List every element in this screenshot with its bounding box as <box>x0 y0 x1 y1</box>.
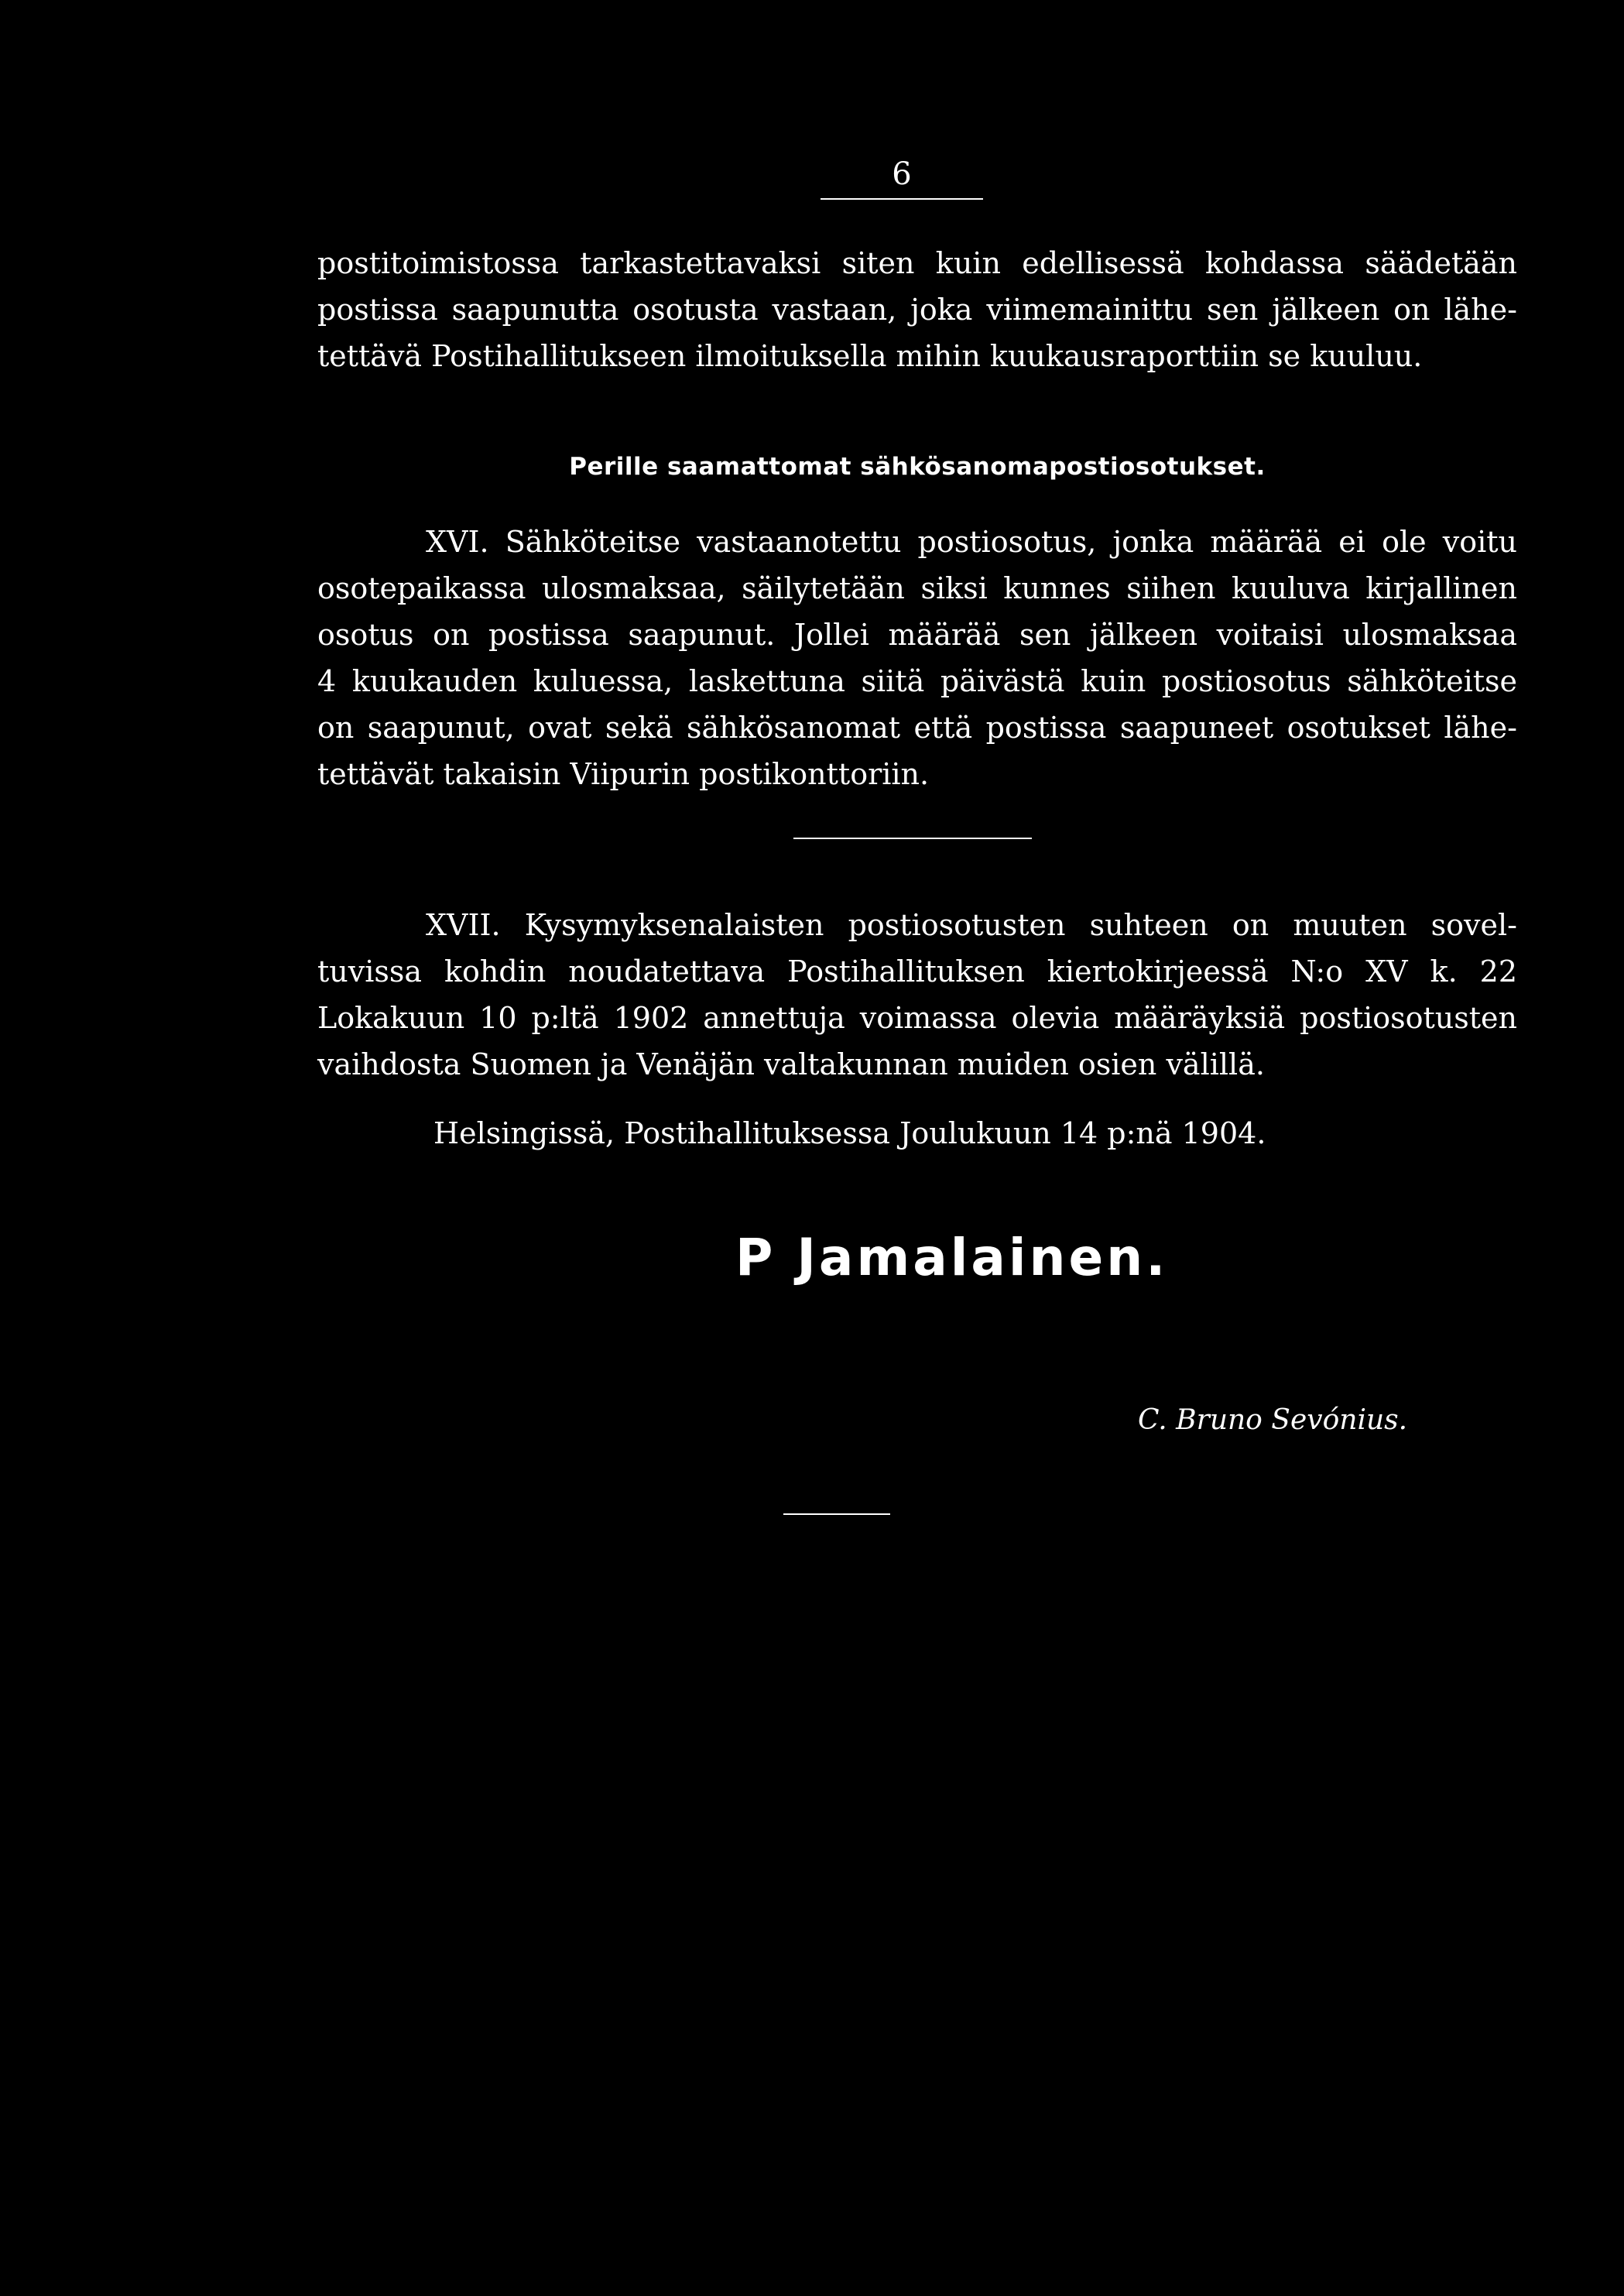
section-xvii-line: XVII. Kysymyksenalaisten postiosotusten suhteen on muuten sovel- <box>426 908 1517 942</box>
section-xvii-line: tuvissa kohdin noudatettava Postihallituksen kiertokirjeessä N:o XV k. 22 <box>317 954 1517 989</box>
page-number: 6 <box>821 155 983 200</box>
section-xvii-line: Lokakuun 10 p:ltä 1902 annettuja voimassa olevia määräyksiä postiosotusten <box>317 1001 1517 1035</box>
intro-line: postitoimistossa tarkastettavaksi siten kuin edellisessä kohdassa säädetään <box>317 246 1517 280</box>
section-xvi-line: osotepaikassa ulosmaksaa, säilytetään siksi kunnes siihen kuuluva kirjallinen <box>317 571 1517 605</box>
section-heading: Perille saamattomat sähkösanomapostiosotukset. <box>569 453 1266 481</box>
intro-line: tettävä Postihallitukseen ilmoituksella mihin kuukausraporttiin se kuuluu. <box>317 339 1423 373</box>
section-xvi-line: tettävät takaisin Viipurin postikonttoriin. <box>317 757 930 791</box>
section-xvi-line: 4 kuukauden kuluessa, laskettuna siitä päivästä kuin postiosotus sähköteitse <box>317 664 1517 698</box>
footer-rule <box>783 1513 890 1515</box>
section-xvii <box>317 902 1517 1088</box>
section-divider <box>793 838 1032 839</box>
section-xvi-line: on saapunut, ovat sekä sähkösanomat että postissa saapuneet osotukset lähe- <box>317 711 1517 745</box>
intro-line: postissa saapunutta osotusta vastaan, joka viimemainittu sen jälkeen on lähe- <box>317 293 1517 327</box>
section-xvi <box>317 519 1517 797</box>
signer-secondary: C. Bruno Sevónius. <box>1138 1404 1408 1436</box>
signer-main: P Jamalainen. <box>735 1228 1169 1287</box>
section-xvi-line: osotus on postissa saapunut. Jollei määrää sen jälkeen voitaisi ulosmaksaa <box>317 618 1517 652</box>
intro-paragraph <box>317 240 1517 379</box>
section-xvi-line: XVI. Sähköteitse vastaanotettu postiosotus, jonka määrää ei ole voitu <box>426 525 1517 559</box>
section-xvii-line: vaihdosta Suomen ja Venäjän valtakunnan muiden osien välillä. <box>317 1047 1265 1081</box>
place-date-line: Helsingissä, Postihallituksessa Joulukuun 14 p:nä 1904. <box>433 1116 1266 1150</box>
